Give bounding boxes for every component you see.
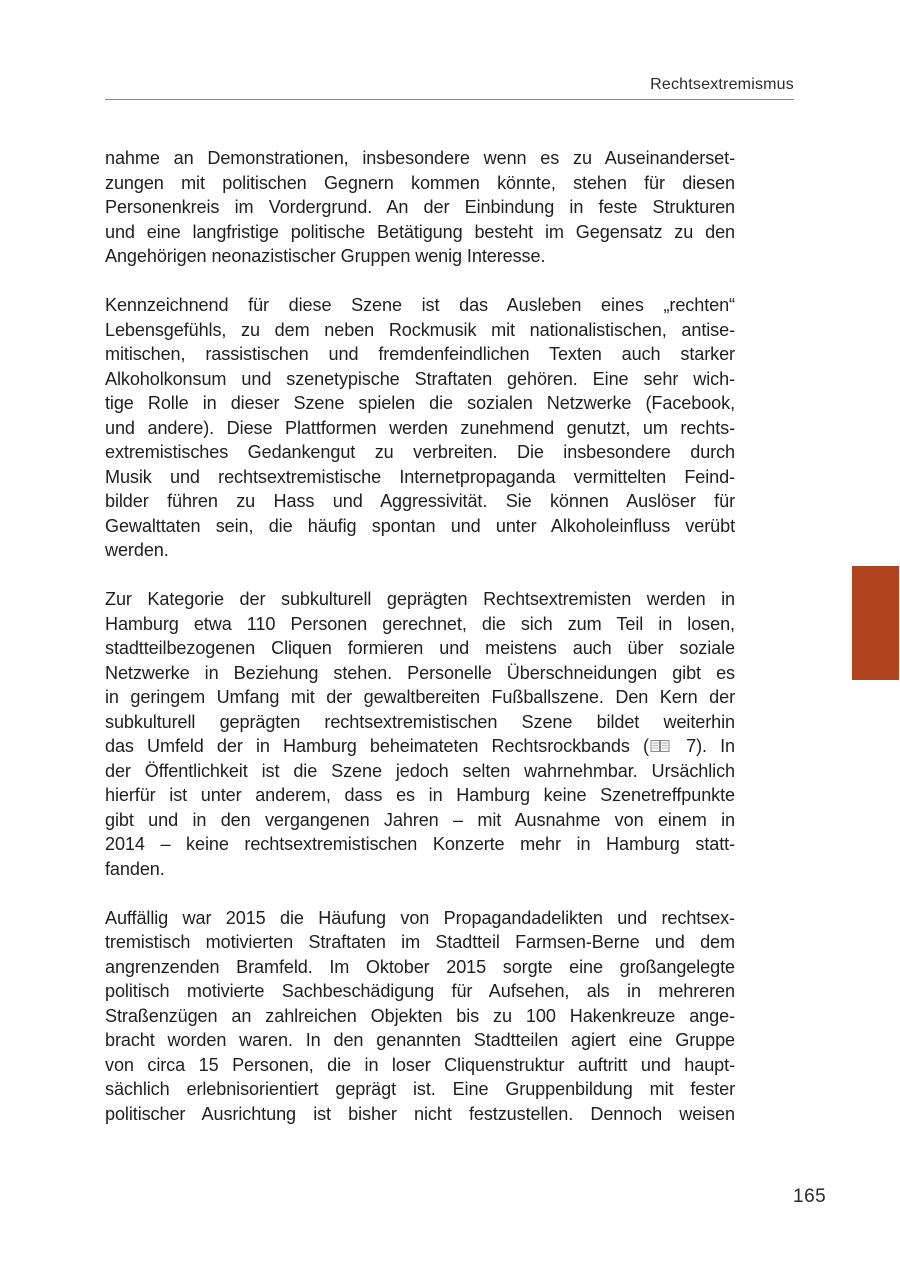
text-line: in geringem Umfang mit der gewaltbereiten Fußballszene. Den Kern der [105, 687, 735, 707]
body-text [105, 146, 735, 1151]
text-line: stadtteilbezogenen Cliquen formieren und meistens auch über soziale [105, 638, 735, 658]
text-line: politisch motivierte Sachbeschädigung für Aufsehen, als in mehreren [105, 981, 735, 1001]
text-line: und andere). Diese Plattformen werden zunehmend genutzt, um rechts- [105, 417, 735, 438]
text-line: Kennzeichnend für diese Szene ist das Ausleben eines „rechten“ [105, 295, 735, 315]
text-line: mitischen, rassistischen und fremdenfeindlichen Texten auch starker [105, 344, 735, 364]
text-line: nahme an Demonstrationen, insbesondere wenn es zu Auseinanderset- [105, 148, 735, 168]
text-line: zungen mit politischen Gegnern kommen könnte, stehen für diesen [105, 172, 735, 193]
text-fragment: 7). In [672, 736, 735, 756]
paragraph-2 [105, 293, 735, 563]
text-line: bracht worden waren. In den genannten Stadtteilen agiert eine Gruppe [105, 1030, 735, 1050]
chapter-tab-marker [852, 566, 899, 680]
running-title: Rechtsextremismus [650, 76, 794, 93]
text-line-with-reference [105, 734, 735, 759]
text-line: werden. [105, 540, 169, 560]
text-line: bilder führen zu Hass und Aggressivität. Sie können Auslöser für [105, 491, 735, 511]
text-line: Angehörigen neonazistischer Gruppen wenig Interesse. [105, 246, 546, 266]
running-header [105, 76, 794, 100]
text-line: Netzwerke in Beziehung stehen. Personelle Überschneidungen gibt es [105, 662, 735, 683]
text-fragment: das Umfeld der in Hamburg beheimateten Rechtsrockbands ( [105, 736, 649, 756]
text-line: Zur Kategorie der subkulturell geprägten Rechtsextremisten werden in [105, 589, 735, 609]
text-line: fanden. [105, 858, 165, 879]
text-line: und eine langfristige politische Betätigung besteht im Gegensatz zu den [105, 221, 735, 242]
text-line: Personenkreis im Vordergrund. An der Einbindung in feste Strukturen [105, 197, 735, 217]
paragraph-1 [105, 146, 735, 269]
text-line: angrenzenden Bramfeld. Im Oktober 2015 sorgte eine großangelegte [105, 956, 735, 977]
paragraph-3 [105, 587, 735, 881]
text-line: tige Rolle in dieser Szene spielen die sozialen Netzwerke (Facebook, [105, 393, 735, 413]
text-line: extremistisches Gedankengut zu verbreiten. Die insbesondere durch [105, 442, 735, 462]
text-line: Lebensgefühls, zu dem neben Rockmusik mit nationalistischen, antise- [105, 319, 735, 340]
text-line: von circa 15 Personen, die in loser Cliquenstruktur auftritt und haupt- [105, 1054, 735, 1075]
paragraph-4 [105, 906, 735, 1127]
text-line: sächlich erlebnisorientiert geprägt ist. Eine Gruppenbildung mit fester [105, 1079, 735, 1099]
text-line: Musik und rechtsextremistische Internetpropaganda vermittelten Feind- [105, 466, 735, 487]
text-line: der Öffentlichkeit ist die Szene jedoch selten wahrnehmbar. Ursächlich [105, 760, 735, 781]
text-line: Gewalttaten sein, die häufig spontan und unter Alkoholeinfluss verübt [105, 515, 735, 536]
text-line: tremistisch motivierten Straftaten im Stadtteil Farmsen-Berne und dem [105, 932, 735, 952]
text-line: Alkoholkonsum und szenetypische Straftaten gehören. Eine sehr wich- [105, 368, 735, 389]
text-line: gibt und in den vergangenen Jahren – mit Ausnahme von einem in [105, 809, 735, 830]
page-number: 165 [793, 1186, 827, 1207]
text-line: Hamburg etwa 110 Personen gerechnet, die sich zum Teil in losen, [105, 613, 735, 634]
text-line: politischer Ausrichtung ist bisher nicht festzustellen. Dennoch weisen [105, 1103, 735, 1124]
text-line: subkulturell geprägten rechtsextremistischen Szene bildet weiterhin [105, 711, 735, 732]
text-line: Straßenzügen an zahlreichen Objekten bis zu 100 Hakenkreuze ange- [105, 1005, 735, 1026]
text-line: Auffällig war 2015 die Häufung von Propagandadelikten und rechtsex- [105, 907, 735, 928]
book-icon[interactable] [650, 735, 670, 749]
text-line: 2014 – keine rechtsextremistischen Konzerte mehr in Hamburg statt- [105, 834, 735, 854]
text-line: hierfür ist unter anderem, dass es in Hamburg keine Szenetreffpunkte [105, 785, 735, 805]
